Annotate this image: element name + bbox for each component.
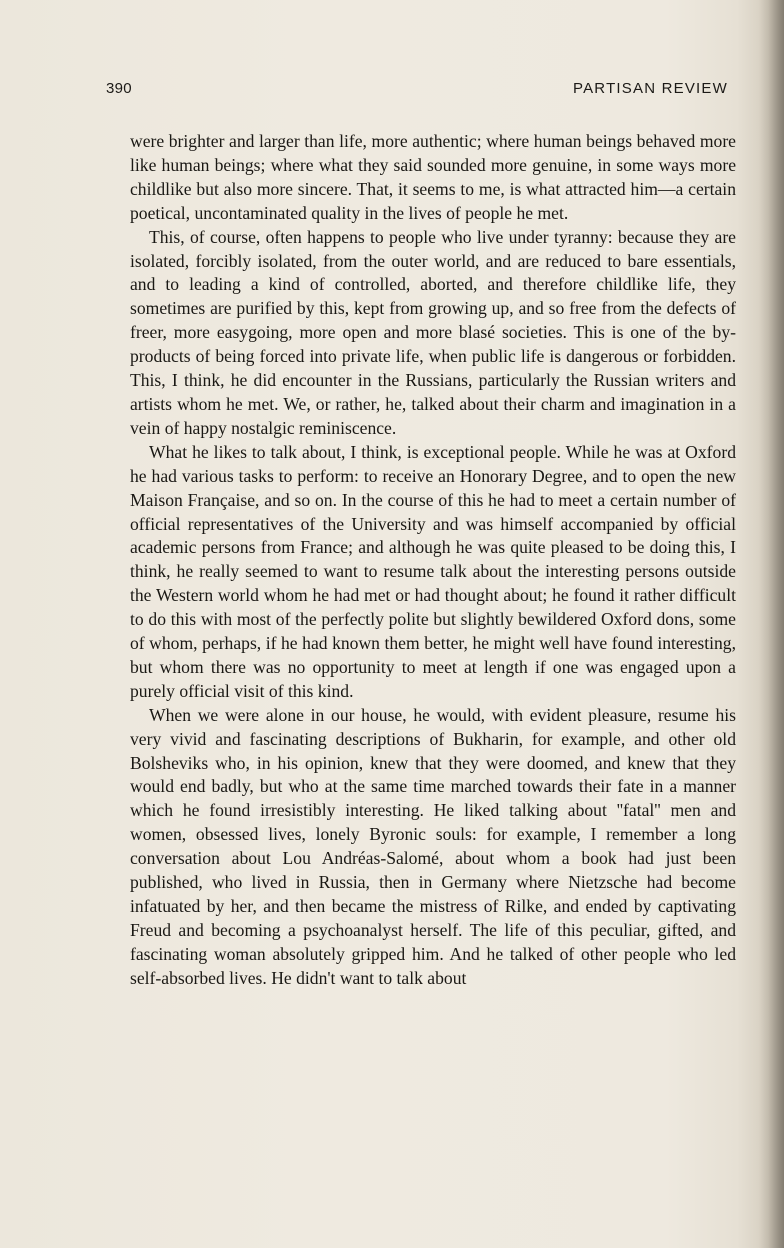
paragraph: What he likes to talk about, I think, is exceptional people. While he was at Oxford he had various tasks to perform: to receive an Honorary Degree, and to open the new Maison Française, and so on. In the course of this he had to meet a certain number of official representatives of the University and was himself accompanied by official academic persons from France; and although he was quite pleased to be doing this, I think, he really seemed to want to resume talk about the interesting persons outside the Western world whom he had met or had thought about; he found it rather difficult to do this with most of the perfectly polite but slightly bewildered Oxford dons, some of whom, perhaps, if he had known them better, he might well have found interesting, but whom there was no opportunity to meet at length if one was engaged upon a purely official visit of this kind. [130, 441, 736, 701]
spine-shadow [758, 0, 784, 1248]
body-text [130, 130, 736, 991]
paragraph-continued: were brighter and larger than life, more authentic; where human beings behaved more like human beings; where what they said sounded more genuine, in some ways more childlike but also more sincere. That, it seems to me, is what attracted him—a certain poetical, uncontaminated quality in the lives of people he met. [130, 131, 736, 223]
page-number: 390 [106, 80, 132, 97]
running-head: PARTISAN REVIEW [573, 80, 728, 97]
paragraph: This, of course, often happens to people who live under tyranny: because they are isolated, forcibly isolated, from the outer world, and are reduced to bare essentials, and to leading a kind of controlled, aborted, and therefore childlike life, they sometimes are purified by this, kept from growing up, and so free from the defects of freer, more easygoing, more open and more blasé societies. This is one of the by-products of being forced into private life, when public life is dangerous or forbidden. This, I think, he did encounter in the Russians, particularly the Russian writers and artists whom he met. We, or rather, he, talked about their charm and imagination in a vein of happy nostalgic reminiscence. [130, 226, 736, 438]
paragraph: When we were alone in our house, he would, with evident pleasure, resume his very vivid and fascinating descriptions of Bukharin, for example, and other old Bolsheviks who, in his opinion, knew that they were doomed, and knew that they would end badly, but who at the same time marched towards their fate in a manner which he found irresistibly interesting. He liked talking about ''fatal'' men and women, obsessed lives, lonely Byronic souls: for example, I remember a long conversation about Lou Andréas-Salomé, about whom a book had just been published, who lived in Russia, then in Germany where Nietzsche had become infatuated by her, and then became the mistress of Rilke, and ended by captivating Freud and becoming a psychoanalyst herself. The life of this peculiar, gifted, and fascinating woman absolutely gripped him. And he talked of other people who led self-absorbed lives. He didn't want to talk about [130, 704, 736, 988]
